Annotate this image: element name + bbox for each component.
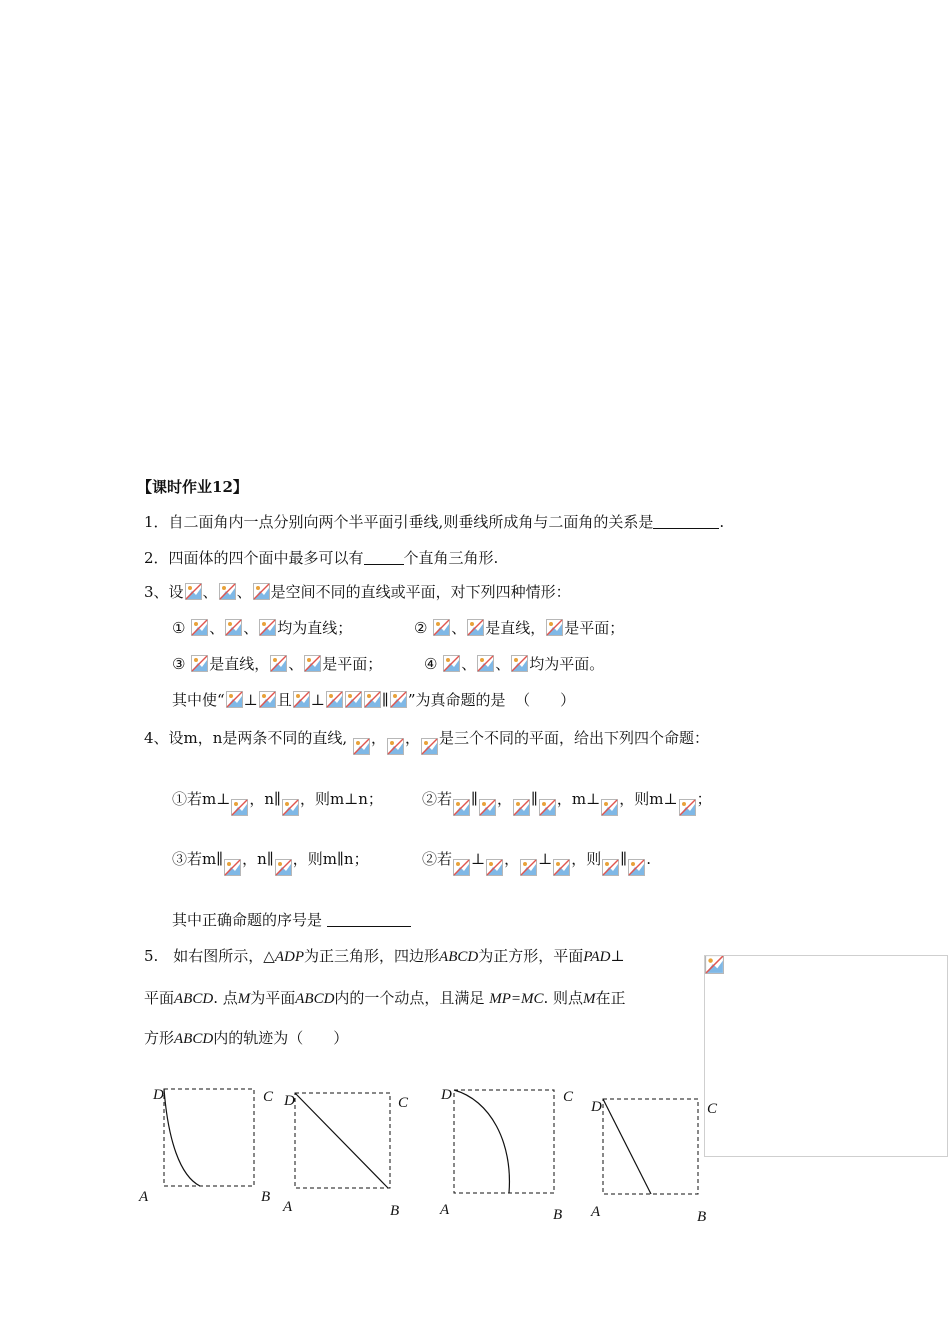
formula-image-icon [387,738,404,755]
question-4-prop-4: ②若 ⊥ ， ⊥ ，则 ∥ . [422,849,651,876]
trajectory-curve [454,1090,509,1193]
vertex-label-c: C [398,1095,409,1111]
formula-image-icon [304,655,321,672]
question-4-prop-2: ②若 ∥ ， ∥ ，m⊥ ，则m⊥ ； [422,789,712,816]
formula-image-icon [225,619,242,636]
formula-image-icon [282,799,299,816]
formula-image-icon [520,859,537,876]
vertex-label-d: D [441,1087,452,1103]
question-4-ask: 其中正确命题的序号是 [172,910,411,930]
question-5-line-2: 平面ABCD. 点M为平面ABCD内的一个动点，且满足 MP=MC. 则点M在正 [144,989,626,1007]
formula-image-icon [226,691,243,708]
vertex-label-d: D [284,1093,295,1109]
question-3-case-1: ① 、 、 均为直线； [172,619,353,637]
vertex-label-c: C [563,1089,574,1105]
formula-image-icon [259,619,276,636]
answer-blank-1[interactable] [653,514,719,529]
question-1-text: 1．自二面角内一点分别向两个半平面引垂线,则垂线所成角与二面角的关系是 [144,513,654,531]
formula-image-icon [353,738,370,755]
formula-image-icon [546,619,563,636]
formula-image-icon [453,859,470,876]
vertex-label-a: A [591,1204,601,1220]
vertex-label-d: D [153,1087,164,1103]
formula-image-icon [191,655,208,672]
answer-blank-4[interactable] [327,912,411,927]
square-outline [454,1090,554,1193]
question-3-intro: 3、设 、 、 是空间不同的直线或平面，对下列四种情形： [144,583,571,601]
question-4-prop-3: ③若m∥ ，n∥ ，则m∥n； [172,849,369,876]
vertex-label-b: B [261,1189,271,1205]
vertex-label-b: B [553,1207,563,1223]
question-3-case-4: ④ 、 、 均为平面。 [424,655,605,673]
vertex-label-c: C [707,1101,718,1117]
question-3-ask: 其中使“ ⊥ 且 ⊥ ∥ ”为真命题的是 （ ） [172,691,576,709]
formula-image-icon [443,655,460,672]
option-figure-d [595,1092,705,1202]
formula-image-icon [191,619,208,636]
formula-image-icon [679,799,696,816]
option-figure-b [285,1085,405,1195]
question-5-line-1: 5. 如右图所示，△ADP为正三角形，四边形ABCD为正方形，平面PAD⊥ [144,947,625,965]
question-5-line-3: 方形ABCD内的轨迹为（ ） [144,1029,349,1047]
vertex-label-a: A [283,1199,293,1215]
formula-image-icon [219,583,236,600]
formula-image-icon [259,691,276,708]
formula-image-icon [553,859,570,876]
formula-image-icon [539,799,556,816]
question-2: 2．四面体的四个面中最多可以有 个直角三角形. [144,549,499,567]
answer-blank-2[interactable] [364,550,404,565]
figure-frame [704,955,948,1157]
option-figure-c [445,1082,565,1202]
formula-image-icon [293,691,310,708]
question-2-text: 2．四面体的四个面中最多可以有 [144,549,364,567]
answer-paren-3[interactable]: （ ） [515,691,576,709]
formula-image-icon [486,859,503,876]
formula-image-icon [253,583,270,600]
formula-image-icon [421,738,438,755]
formula-image-icon [513,799,530,816]
formula-image-icon [231,799,248,816]
formula-image-icon [364,691,381,708]
square-outline [603,1099,698,1194]
square-outline [164,1089,254,1186]
question-4-intro: 4、设m，n是两条不同的直线, ， ， 是三个不同的平面，给出下列四个命题： [144,728,709,755]
trajectory-line [295,1093,388,1188]
vertex-label-a: A [139,1189,149,1205]
question-4-prop-1: ①若m⊥ ，n∥ ，则m⊥n； [172,789,383,816]
question-3-case-2: ② 、 是直线， 是平面； [414,619,625,637]
formula-image-icon [511,655,528,672]
formula-image-icon [185,583,202,600]
formula-image-icon [275,859,292,876]
trajectory-line [603,1099,651,1194]
vertex-label-a: A [440,1202,450,1218]
formula-image-icon [345,691,362,708]
formula-image-icon [477,655,494,672]
formula-image-icon [270,655,287,672]
formula-image-icon [390,691,407,708]
trajectory-curve [164,1089,200,1186]
formula-image-icon [453,799,470,816]
formula-image-icon [602,859,619,876]
formula-image-icon [433,619,450,636]
question-1: 1．自二面角内一点分别向两个半平面引垂线,则垂线所成角与二面角的关系是 . [144,513,725,531]
vertex-label-d: D [591,1099,602,1115]
formula-image-icon [479,799,496,816]
formula-image-icon [601,799,618,816]
formula-image-icon [224,859,241,876]
formula-image-icon [628,859,645,876]
vertex-label-b: B [390,1203,400,1219]
formula-image-icon [326,691,343,708]
vertex-label-b: B [697,1209,707,1225]
question-3-case-3: ③ 是直线， 、 是平面； [172,655,383,673]
vertex-label-c: C [263,1089,274,1105]
formula-image-icon [467,619,484,636]
homework-title: 【课时作业12】 [137,478,248,496]
